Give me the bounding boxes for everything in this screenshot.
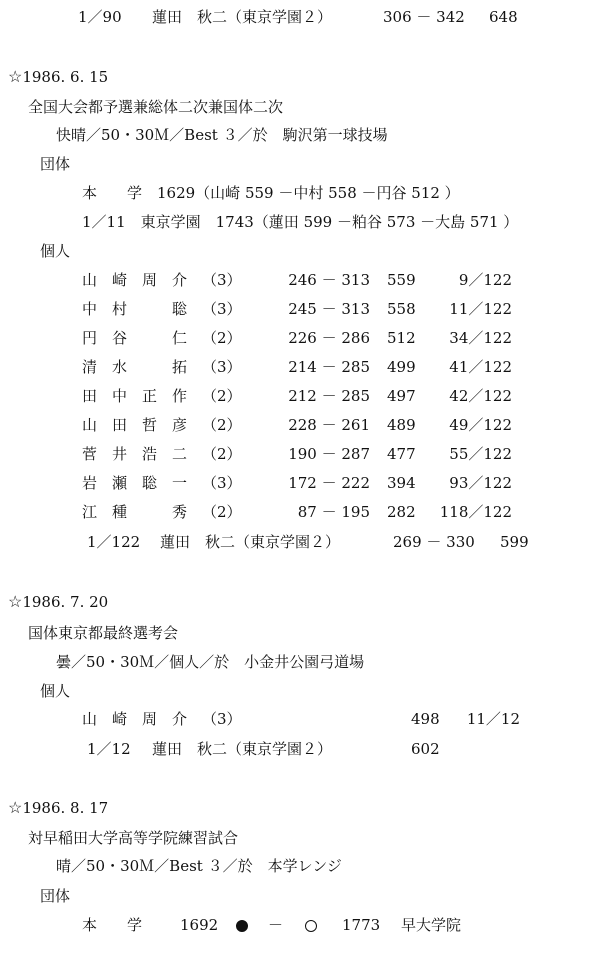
match-separator: － xyxy=(268,916,284,934)
individual-name: 岩 瀬 聡 一 xyxy=(82,474,188,492)
individual-scores: 246 － 313 xyxy=(288,271,370,289)
section-1-individual-heading: 個人 xyxy=(40,242,71,260)
individual-rank: 11／122 xyxy=(449,300,512,318)
individual-name: 田 中 正 作 xyxy=(82,387,188,405)
individual-rank: 9／122 xyxy=(458,271,512,289)
individual-grade: （3） xyxy=(202,300,242,318)
section-3-conditions: 晴／50・30Ｍ／Best ３／於 本学レンジ xyxy=(56,857,342,875)
individual-name: 山 崎 周 介 xyxy=(82,271,188,289)
section-1-winner-name: 蓮田 秋二（東京学園２） xyxy=(160,533,341,551)
individual-grade: （3） xyxy=(202,710,242,728)
section-2-winner-total: 602 xyxy=(411,740,440,758)
individual-scores: 87 － 195 xyxy=(297,503,370,521)
individual-rank: 42／122 xyxy=(449,387,512,405)
top-total: 648 xyxy=(489,8,518,26)
match-home-team: 本 学 xyxy=(82,916,143,934)
individual-name: 山 田 哲 彦 xyxy=(82,416,188,434)
section-1-date-line xyxy=(8,68,108,86)
individual-scores: 212 － 285 xyxy=(288,387,370,405)
individual-total: 558 xyxy=(387,300,416,318)
individual-name: 山 崎 周 介 xyxy=(82,710,188,728)
section-2-date: 1986. 7. 20 xyxy=(22,593,109,611)
individual-grade: （2） xyxy=(202,503,242,521)
section-1-date: 1986. 6. 15 xyxy=(22,68,109,86)
individual-grade: （3） xyxy=(202,271,242,289)
section-3-title: 対早稲田大学高等学院練習試合 xyxy=(28,829,239,847)
individual-rank: 11／12 xyxy=(466,710,520,728)
individual-grade: （2） xyxy=(202,416,242,434)
section-1-conditions: 快晴／50・30Ｍ／Best ３／於 駒沢第一球技場 xyxy=(56,126,388,144)
section-2-conditions: 曇／50・30Ｍ／個人／於 小金井公園弓道場 xyxy=(56,653,365,671)
section-1-team-line-2: 1／11 東京学園 1743（蓮田 599 －粕谷 573 －大島 571 ） xyxy=(82,213,519,231)
section-2-winner-name: 蓮田 秋二（東京学園２） xyxy=(152,740,333,758)
individual-rank: 34／122 xyxy=(449,329,512,347)
individual-total: 512 xyxy=(387,329,416,347)
section-1-team-line-1: 本 学 1629（山崎 559 －中村 558 －円谷 512 ） xyxy=(82,184,460,202)
individual-total: 498 xyxy=(411,710,440,728)
individual-total: 559 xyxy=(387,271,416,289)
individual-total: 497 xyxy=(387,387,416,405)
individual-grade: （3） xyxy=(202,358,242,376)
section-3-team-heading: 団体 xyxy=(40,887,71,905)
section-2-title: 国体東京都最終選考会 xyxy=(28,624,179,642)
section-3-date-line xyxy=(8,799,108,817)
individual-grade: （2） xyxy=(202,329,242,347)
individual-grade: （2） xyxy=(202,387,242,405)
section-1-title: 全国大会都予選兼総体二次兼国体二次 xyxy=(28,98,284,116)
filled-circle-icon xyxy=(236,916,248,934)
individual-scores: 226 － 286 xyxy=(288,329,370,347)
individual-name: 円 谷 仁 xyxy=(82,329,188,347)
star-marker: ☆ xyxy=(8,67,23,86)
section-1-winner-total: 599 xyxy=(500,533,529,551)
individual-total: 394 xyxy=(387,474,416,492)
individual-rank: 93／122 xyxy=(449,474,512,492)
top-name: 蓮田 秋二（東京学園２） xyxy=(152,8,333,26)
individual-name: 中 村 聡 xyxy=(82,300,188,318)
top-scores: 306 － 342 xyxy=(383,8,465,26)
individual-scores: 245 － 313 xyxy=(288,300,370,318)
individual-rank: 118／122 xyxy=(439,503,512,521)
individual-total: 489 xyxy=(387,416,416,434)
individual-total: 477 xyxy=(387,445,416,463)
individual-name: 江 種 秀 xyxy=(82,503,188,521)
individual-scores: 214 － 285 xyxy=(288,358,370,376)
individual-rank: 55／122 xyxy=(449,445,512,463)
match-home-score: 1692 xyxy=(180,916,219,934)
match-away-score: 1773 xyxy=(342,916,381,934)
individual-rank: 41／122 xyxy=(449,358,512,376)
section-2-individual-heading: 個人 xyxy=(40,682,71,700)
section-1-team-heading: 団体 xyxy=(40,155,71,173)
individual-total: 499 xyxy=(387,358,416,376)
individual-name: 菅 井 浩 二 xyxy=(82,445,188,463)
individual-grade: （2） xyxy=(202,445,242,463)
individual-scores: 190 － 287 xyxy=(288,445,370,463)
top-rank: 1／90 xyxy=(78,8,122,26)
star-marker: ☆ xyxy=(8,798,23,817)
individual-grade: （3） xyxy=(202,474,242,492)
section-3-date: 1986. 8. 17 xyxy=(22,799,109,817)
star-marker: ☆ xyxy=(8,592,23,611)
match-away-team: 早大学院 xyxy=(401,916,462,934)
individual-scores: 228 － 261 xyxy=(288,416,370,434)
individual-scores: 172 － 222 xyxy=(288,474,370,492)
section-1-winner-rank: 1／122 xyxy=(87,533,141,551)
individual-total: 282 xyxy=(387,503,416,521)
section-2-date-line xyxy=(8,593,108,611)
open-circle-icon xyxy=(305,916,317,934)
individual-rank: 49／122 xyxy=(449,416,512,434)
section-2-winner-rank: 1／12 xyxy=(87,740,131,758)
section-1-winner-scores: 269 － 330 xyxy=(393,533,475,551)
individual-name: 清 水 拓 xyxy=(82,358,188,376)
